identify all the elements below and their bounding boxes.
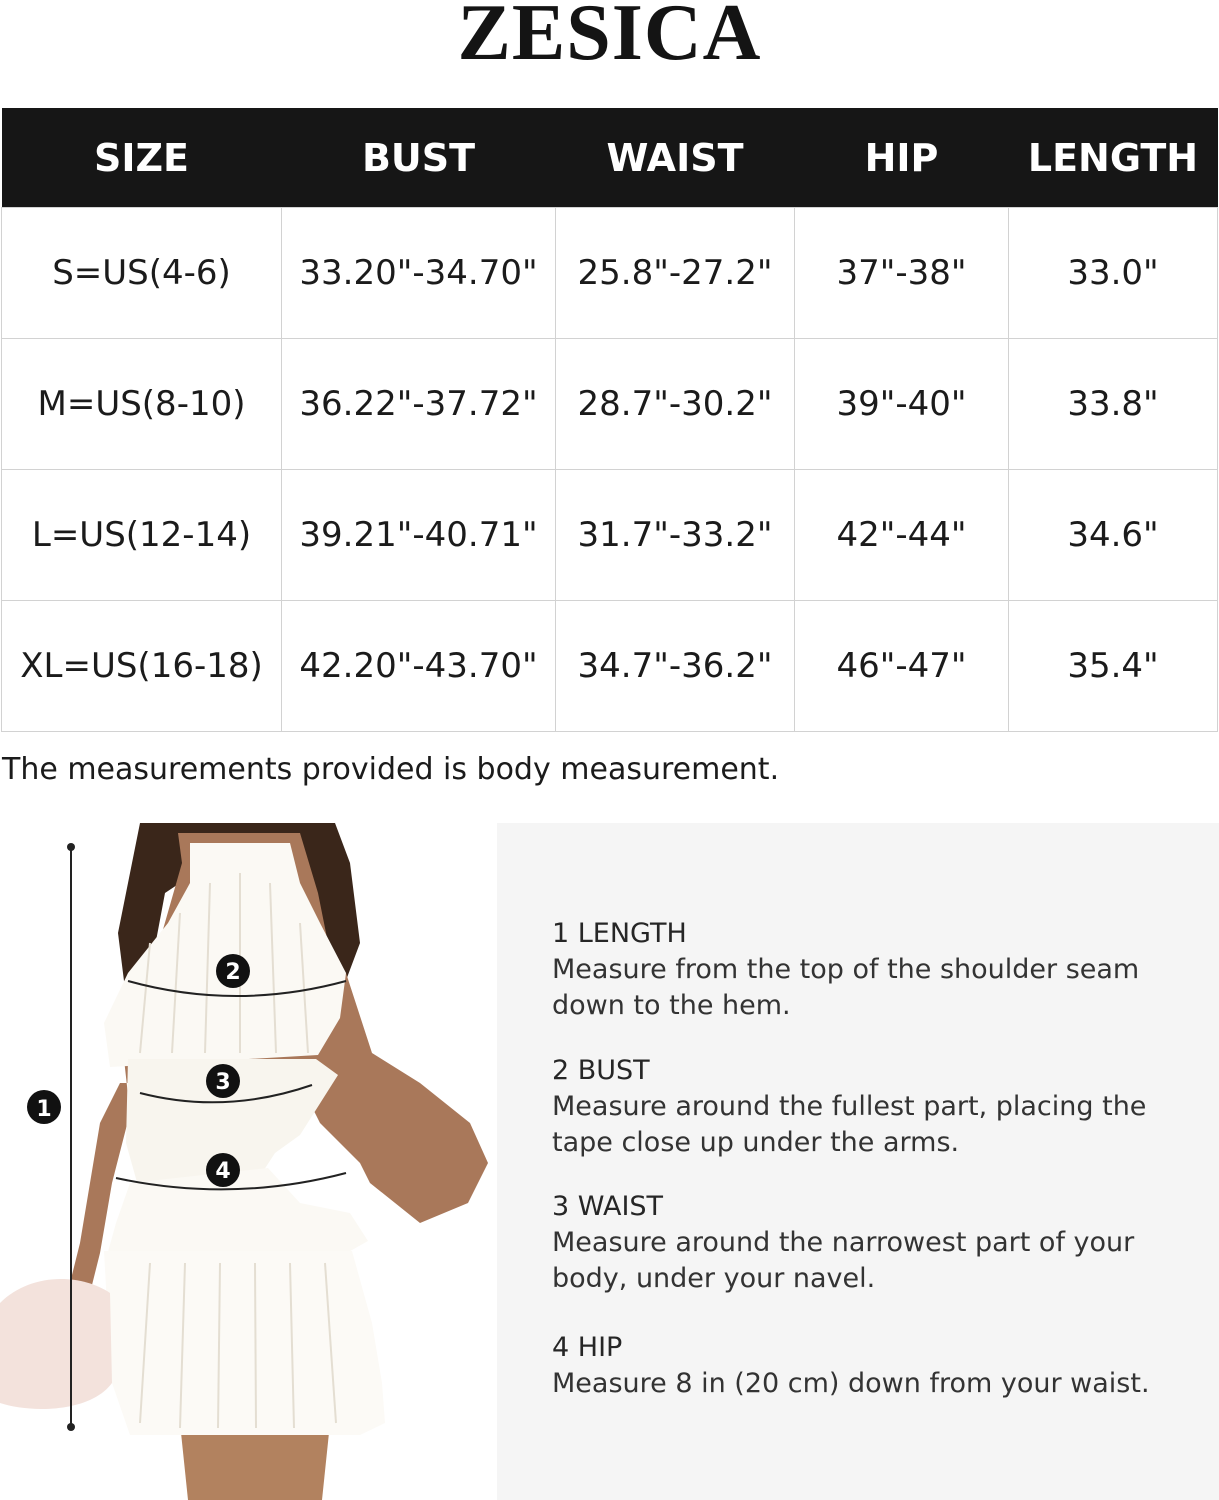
guide-item-text: Measure 8 in (20 cm) down from your waist. bbox=[552, 1368, 1150, 1399]
cell-hip: 42"-44" bbox=[795, 470, 1009, 601]
cell-length: 33.8" bbox=[1009, 339, 1218, 470]
cell-waist: 31.7"-33.2" bbox=[556, 470, 795, 601]
cell-size: S=US(4-6) bbox=[2, 208, 282, 339]
cell-length: 34.6" bbox=[1009, 470, 1218, 601]
cell-size: XL=US(16-18) bbox=[2, 601, 282, 732]
table-row bbox=[2, 208, 1218, 339]
cell-waist: 34.7"-36.2" bbox=[556, 601, 795, 732]
table-row bbox=[2, 339, 1218, 470]
brand-logo: ZESICA bbox=[457, 0, 762, 77]
cell-bust: 42.20"-43.70" bbox=[282, 601, 556, 732]
marker-3-label: 3 bbox=[215, 1070, 231, 1095]
dress-shape bbox=[106, 1168, 368, 1259]
marker-2-label: 2 bbox=[225, 960, 241, 985]
length-line-end bbox=[67, 843, 75, 851]
model-photo bbox=[0, 823, 497, 1500]
clutch-shape bbox=[0, 1279, 112, 1409]
header-size: SIZE bbox=[2, 108, 282, 208]
guide-item-title: 1 LENGTH bbox=[552, 918, 687, 949]
header-bust: BUST bbox=[282, 108, 556, 208]
size-chart-table bbox=[1, 108, 1218, 732]
table-row bbox=[2, 470, 1218, 601]
guide-item-text: Measure around the fullest part, placing the tape close up under the arms. bbox=[552, 1091, 1147, 1158]
guide-item-hip bbox=[552, 1330, 1192, 1402]
cell-waist: 28.7"-30.2" bbox=[556, 339, 795, 470]
cell-hip: 37"-38" bbox=[795, 208, 1009, 339]
guide-item-text: Measure around the narrowest part of your body, under your navel. bbox=[552, 1227, 1135, 1294]
dress-shape bbox=[104, 1251, 385, 1435]
length-line-end bbox=[67, 1423, 75, 1431]
measurement-guide-panel bbox=[497, 823, 1219, 1500]
guide-item-waist bbox=[552, 1189, 1192, 1297]
dress-illustration bbox=[0, 823, 497, 1500]
cell-bust: 36.22"-37.72" bbox=[282, 339, 556, 470]
header-hip: HIP bbox=[795, 108, 1009, 208]
cell-hip: 46"-47" bbox=[795, 601, 1009, 732]
header-length: LENGTH bbox=[1009, 108, 1218, 208]
marker-1-label: 1 bbox=[36, 1097, 52, 1122]
guide-item-length bbox=[552, 916, 1192, 1024]
guide-item-title: 4 HIP bbox=[552, 1332, 623, 1363]
table-row bbox=[2, 601, 1218, 732]
guide-item-title: 2 BUST bbox=[552, 1055, 650, 1086]
cell-waist: 25.8"-27.2" bbox=[556, 208, 795, 339]
guide-item-text: Measure from the top of the shoulder seam down to the hem. bbox=[552, 954, 1140, 1021]
cell-size: M=US(8-10) bbox=[2, 339, 282, 470]
cell-size: L=US(12-14) bbox=[2, 470, 282, 601]
cell-bust: 33.20"-34.70" bbox=[282, 208, 556, 339]
table-header-row bbox=[2, 108, 1218, 208]
cell-length: 35.4" bbox=[1009, 601, 1218, 732]
measurement-note: The measurements provided is body measurement. bbox=[2, 752, 780, 787]
marker-4-label: 4 bbox=[215, 1159, 231, 1184]
cell-hip: 39"-40" bbox=[795, 339, 1009, 470]
header-waist: WAIST bbox=[556, 108, 795, 208]
guide-item-bust bbox=[552, 1053, 1192, 1161]
cell-bust: 39.21"-40.71" bbox=[282, 470, 556, 601]
guide-item-title: 3 WAIST bbox=[552, 1191, 664, 1222]
cell-length: 33.0" bbox=[1009, 208, 1218, 339]
